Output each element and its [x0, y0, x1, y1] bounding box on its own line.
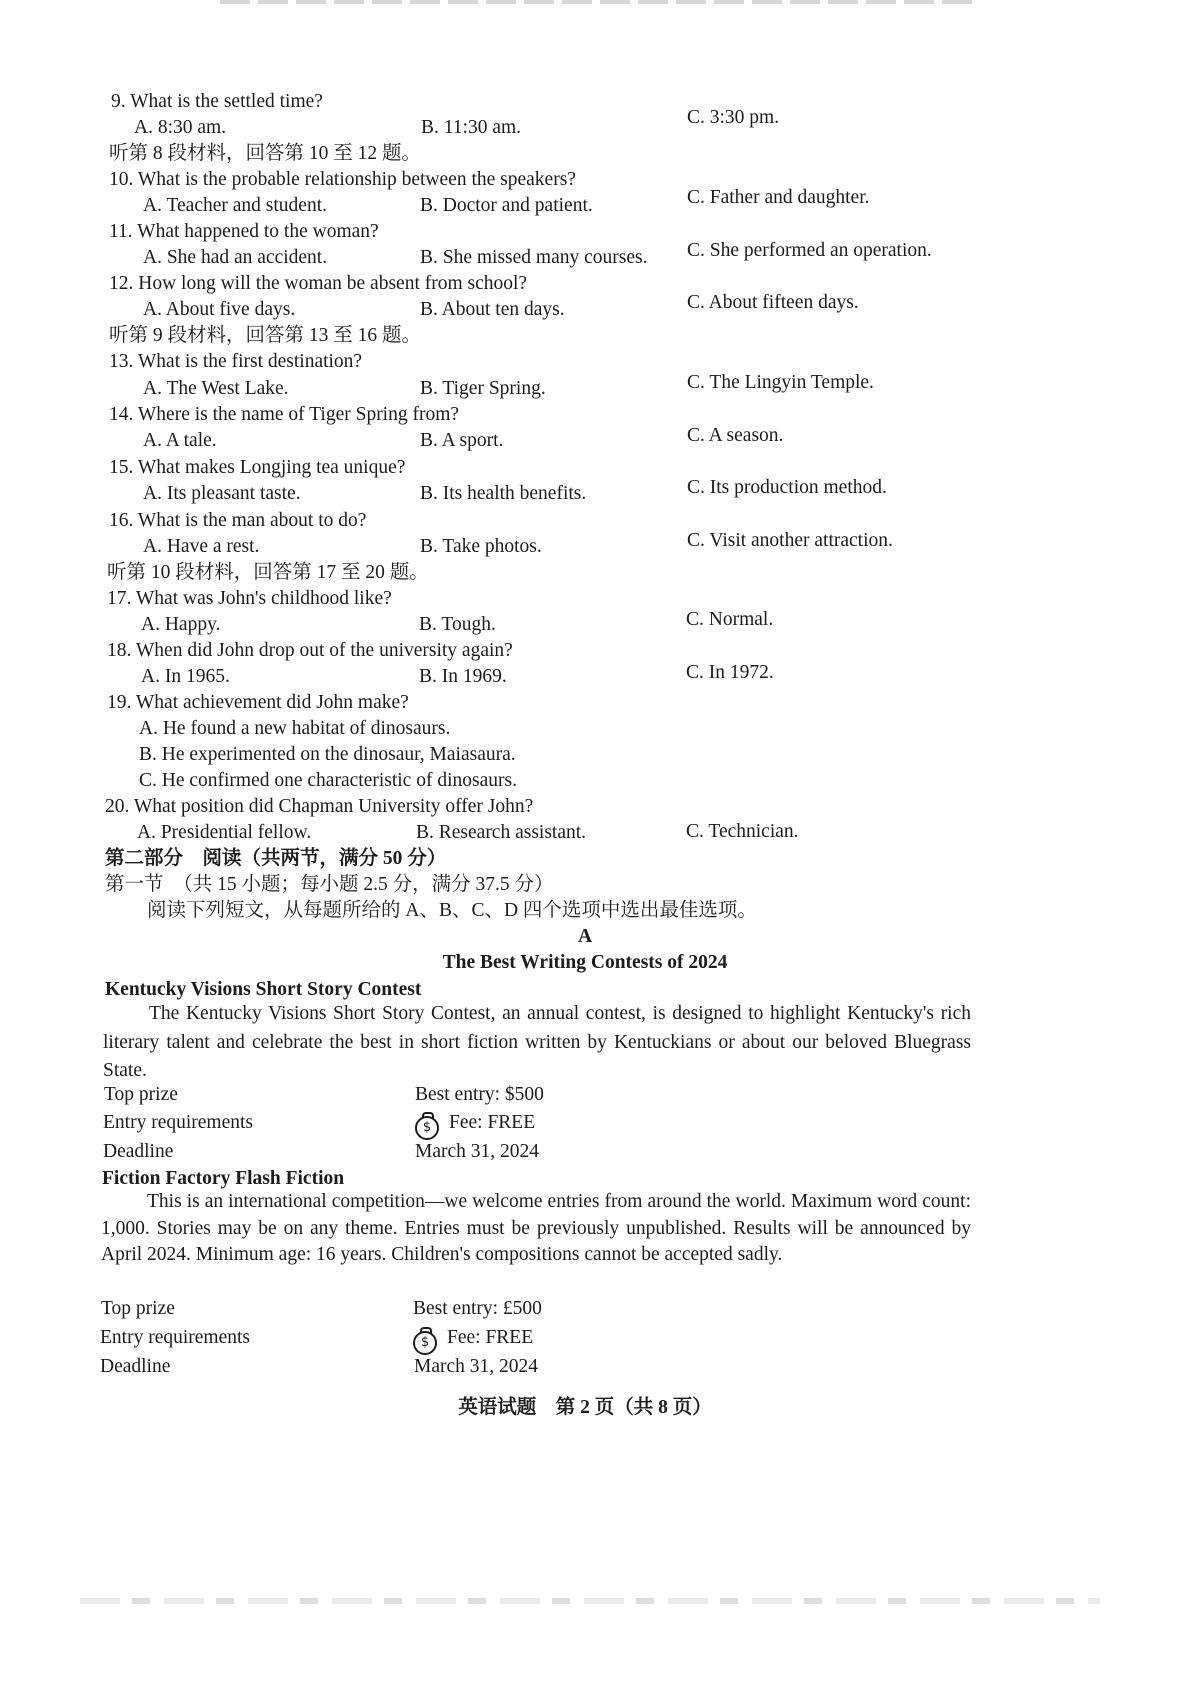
option-c: C. She performed an operation. — [687, 240, 932, 261]
question-stem: 20. What position did Chapman University offer John? — [105, 796, 534, 817]
question-stem: 18. When did John drop out of the university again? — [107, 640, 513, 661]
option-c: C. He confirmed one characteristic of dinosaurs. — [139, 770, 517, 791]
option-b: B. She missed many courses. — [420, 247, 648, 268]
option-a: A. In 1965. — [141, 666, 230, 687]
section-title: 第一节 （共 15 小题；每小题 2.5 分，满分 37.5 分） — [105, 874, 554, 895]
deadline-value: March 31, 2024 — [415, 1141, 540, 1162]
question-stem: 13. What is the first destination? — [109, 351, 363, 372]
requirements-value-wrapper — [413, 1326, 533, 1355]
money-bag-icon: $ — [415, 1116, 439, 1140]
option-b: B. Take photos. — [420, 536, 542, 557]
question-stem: 12. How long will the woman be absent from school? — [109, 273, 528, 294]
contest-name: Kentucky Visions Short Story Contest — [105, 979, 422, 1000]
question-stem: 11. What happened to the woman? — [109, 221, 379, 242]
question-stem: 19. What achievement did John make? — [107, 692, 409, 713]
option-b: B. 11:30 am. — [421, 117, 522, 138]
section-header-8: 听第 8 段材料，回答第 10 至 12 题。 — [109, 143, 422, 164]
option-a: A. Teacher and student. — [143, 195, 328, 216]
option-b: B. In 1969. — [419, 666, 507, 687]
instruction: 阅读下列短文，从每题所给的 A、B、C、D 四个选项中选出最佳选项。 — [147, 900, 757, 921]
prize-label: Top prize — [104, 1084, 178, 1105]
part-title: 第二部分 阅读（共两节，满分 50 分） — [105, 848, 447, 869]
option-c: C. The Lingyin Temple. — [687, 372, 874, 393]
option-a: A. Happy. — [141, 614, 221, 635]
option-b: B. Research assistant. — [416, 822, 587, 843]
requirements-label: Entry requirements — [103, 1112, 253, 1133]
section-header-9: 听第 9 段材料，回答第 13 至 16 题。 — [109, 325, 422, 346]
option-a: A. A tale. — [143, 430, 217, 451]
scan-artifact-top — [220, 0, 980, 4]
option-c: C. 3:30 pm. — [687, 107, 780, 128]
scan-artifact-bottom — [80, 1598, 1100, 1604]
question-stem: 14. Where is the name of Tiger Spring from? — [109, 404, 460, 425]
contest-description: The Kentucky Visions Short Story Contest, an annual contest, is designed to highlight Kentucky's rich literary talent and celebrate the best in short fiction written by Kentuckians or about our beloved Bluegrass State. — [103, 1003, 971, 1081]
passage-letter: A — [577, 926, 593, 947]
contest-description: This is an international competition—we welcome entries from around the world. Maximum word count: 1,000. Stories may be on any theme. Entries must be previously unpublished. Results will be announced by April 2024. Minimum age: 16 years. Children's compositions cannot be accepted sadly. — [101, 1191, 971, 1265]
question-stem: 9. What is the settled time? — [111, 91, 323, 112]
option-b: B. Its health benefits. — [420, 483, 587, 504]
option-a: A. Its pleasant taste. — [143, 483, 301, 504]
deadline-value: March 31, 2024 — [414, 1356, 539, 1377]
question-stem: 15. What makes Longjing tea unique? — [109, 457, 406, 478]
option-b: B. Tiger Spring. — [420, 378, 546, 399]
option-c: C. A season. — [687, 425, 784, 446]
question-stem: 10. What is the probable relationship between the speakers? — [109, 169, 576, 190]
option-c: C. About fifteen days. — [687, 292, 859, 313]
prize-label: Top prize — [101, 1298, 175, 1319]
contest-name: Fiction Factory Flash Fiction — [102, 1168, 345, 1189]
option-c: C. Its production method. — [687, 477, 887, 498]
requirements-value: Fee: FREE — [447, 1327, 534, 1348]
page-footer: 英语试题 第 2 页（共 8 页） — [458, 1397, 712, 1418]
prize-value: Best entry: $500 — [415, 1084, 544, 1105]
question-stem: 17. What was John's childhood like? — [107, 588, 392, 609]
passage-title: The Best Writing Contests of 2024 — [442, 952, 728, 973]
option-b: B. A sport. — [420, 430, 504, 451]
deadline-label: Deadline — [100, 1356, 171, 1377]
option-b: B. About ten days. — [420, 299, 565, 320]
deadline-label: Deadline — [103, 1141, 174, 1162]
requirements-label: Entry requirements — [100, 1327, 250, 1348]
option-a: A. Presidential fellow. — [137, 822, 312, 843]
money-bag-icon: $ — [413, 1331, 437, 1355]
option-a: A. She had an accident. — [143, 247, 328, 268]
option-a: A. He found a new habitat of dinosaurs. — [139, 718, 451, 739]
question-stem: 16. What is the man about to do? — [109, 510, 367, 531]
option-a: A. About five days. — [143, 299, 296, 320]
option-c: C. Visit another attraction. — [687, 530, 893, 551]
section-header-10: 听第 10 段材料，回答第 17 至 20 题。 — [107, 562, 429, 583]
option-a: A. Have a rest. — [143, 536, 260, 557]
requirements-value-wrapper — [415, 1111, 535, 1140]
option-b: B. Doctor and patient. — [420, 195, 593, 216]
requirements-value: Fee: FREE — [449, 1112, 536, 1133]
option-c: C. Father and daughter. — [687, 187, 870, 208]
option-a: A. The West Lake. — [143, 378, 289, 399]
option-b: B. He experimented on the dinosaur, Maiasaura. — [139, 744, 516, 765]
option-a: A. 8:30 am. — [134, 117, 227, 138]
option-c: C. Normal. — [686, 609, 774, 630]
prize-value: Best entry: £500 — [413, 1298, 542, 1319]
option-b: B. Tough. — [419, 614, 496, 635]
option-c: C. Technician. — [686, 821, 799, 842]
option-c: C. In 1972. — [686, 662, 774, 683]
